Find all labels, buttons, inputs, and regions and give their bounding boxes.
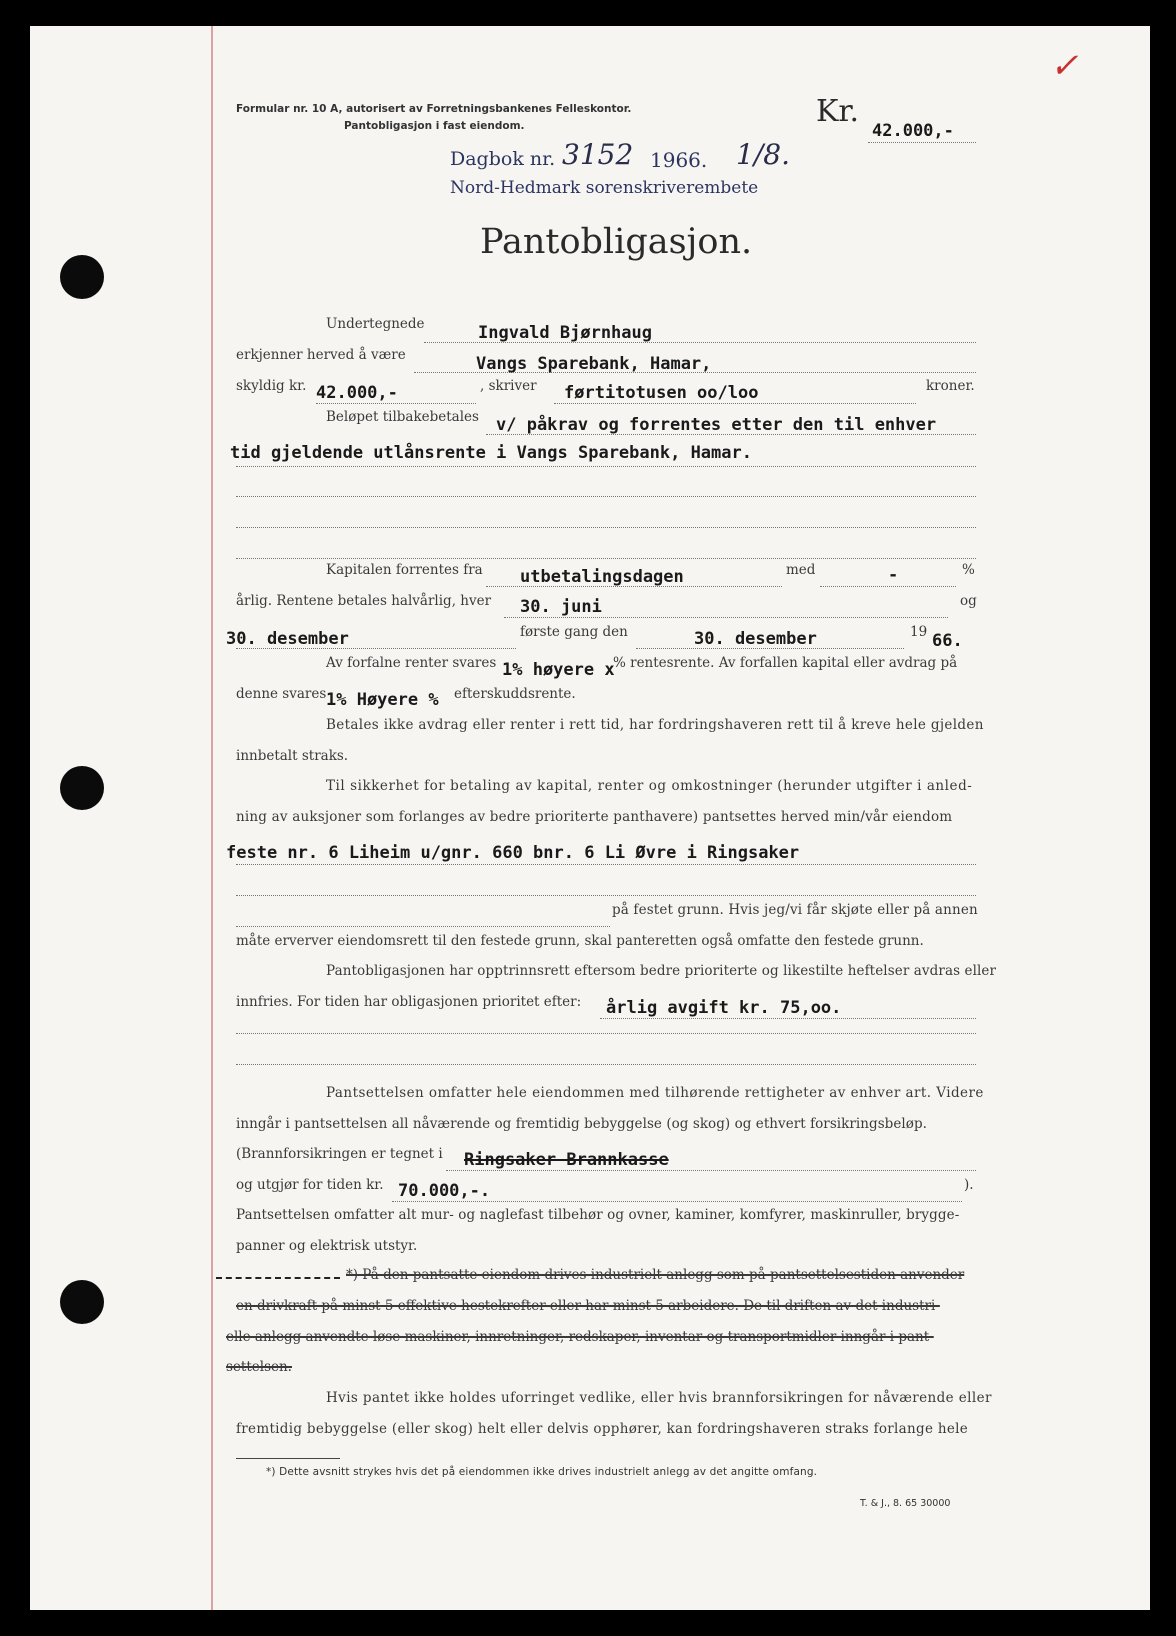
festet-line-1: på festet grunn. Hvis jeg/vi får skjøte eller på annen bbox=[612, 902, 978, 918]
form-number-line: Formular nr. 10 A, autorisert av Forretningsbankenes Felleskontor. bbox=[236, 103, 632, 115]
struck-line-4: settelsen. bbox=[226, 1359, 292, 1375]
og-label: og bbox=[960, 593, 977, 609]
prioritet-line bbox=[600, 1018, 976, 1019]
footnote-rule bbox=[236, 1458, 340, 1459]
kr-label: Kr. bbox=[816, 94, 859, 129]
undertegnede-value: Ingvald Bjørnhaug bbox=[478, 323, 652, 343]
hvis-line-1: Hvis pantet ikke holdes uforringet vedlike, eller hvis brannforsikringen for nåværende eller bbox=[326, 1390, 992, 1406]
struck-line-3: elle anlegg anvendte løse maskiner, innretninger, redskaper, inventar og transportmidler inngår i pant- bbox=[226, 1329, 934, 1345]
skriver-label: , skriver bbox=[480, 378, 537, 394]
hvis-line-2: fremtidig bebyggelse (eller skog) helt eller delvis opphører, kan fordringshaveren straks forlange hele bbox=[236, 1421, 969, 1437]
erkjenner-label: erkjenner herved å være bbox=[236, 347, 406, 363]
forste-value: 30. desember bbox=[694, 629, 817, 649]
brann-line bbox=[446, 1170, 976, 1171]
denne-value: 1% Høyere % bbox=[326, 690, 439, 710]
kapital-value: utbetalingsdagen bbox=[520, 567, 684, 587]
date2-value: 30. desember bbox=[226, 629, 349, 649]
skriver-line bbox=[554, 403, 916, 404]
sikkerhet-line-1: Til sikkerhet for betaling av kapital, renter og omkostninger (herunder utgifter i anled- bbox=[326, 778, 973, 794]
blank-line bbox=[236, 496, 976, 497]
red-check-mark: ✓ bbox=[1050, 46, 1079, 86]
belopet-label: Beløpet tilbakebetales bbox=[326, 409, 479, 425]
betales-line-1: Betales ikke avdrag eller renter i rett tid, har fordringshaveren rett til å kreve hele gjelden bbox=[326, 717, 984, 733]
dagbok-date: 1/8. bbox=[736, 138, 790, 171]
undertegnede-label: Undertegnede bbox=[326, 316, 425, 332]
year-prefix: 19 bbox=[910, 624, 928, 640]
blank-line bbox=[236, 558, 976, 559]
betales-line-2: innbetalt straks. bbox=[236, 748, 349, 764]
denne-text-b: efterskuddsrente. bbox=[454, 686, 576, 702]
dagbok-label: Dagbok nr. bbox=[450, 148, 556, 170]
belopet-value-1: v/ påkrav og forrentes etter den til enhver bbox=[496, 415, 937, 435]
opptrinn-line-1: Pantobligasjonen har opptrinnsrett eftersom bedre prioriterte og likestilte heftelser avdras eller bbox=[326, 963, 997, 979]
opptrinn-line-2: innfries. For tiden har obligasjonen prioritet efter: bbox=[236, 994, 582, 1010]
belopet-line-2 bbox=[236, 466, 976, 467]
skyldig-label: skyldig kr. bbox=[236, 378, 307, 394]
year-value: 66. bbox=[932, 631, 963, 651]
prioritet-value: årlig avgift kr. 75,oo. bbox=[606, 998, 842, 1018]
forfalne-text-a: Av forfalne renter svares bbox=[326, 655, 497, 671]
form-subtitle: Pantobligasjon i fast eiendom. bbox=[344, 120, 525, 132]
kapital-label: Kapitalen forrentes fra bbox=[326, 562, 483, 578]
brann-label: (Brannforsikringen er tegnet i bbox=[236, 1146, 443, 1162]
arlig-line bbox=[504, 617, 948, 618]
blank-line bbox=[236, 1064, 976, 1065]
eiendom-line bbox=[236, 864, 976, 865]
skriver-value: førtitotusen oo/loo bbox=[564, 383, 759, 403]
skyldig-value: 42.000,- bbox=[316, 383, 398, 403]
document-page bbox=[30, 26, 1150, 1610]
med-line bbox=[820, 586, 956, 587]
kroner-label: kroner. bbox=[926, 378, 975, 394]
sikkerhet-line-2: ning av auksjoner som forlanges av bedre prioriterte panthavere) pantsettes herved min/vår eiendom bbox=[236, 809, 953, 825]
dagbok-number: 3152 bbox=[562, 138, 634, 171]
omfatter-line-2: inngår i pantsettelsen all nåværende og fremtidig bebyggelse (og skog) og ethvert forsikringsbeløp. bbox=[236, 1116, 927, 1132]
tilbehor-line-2: panner og elektrisk utstyr. bbox=[236, 1238, 418, 1254]
arlig-label: årlig. Rentene betales halvårlig, hver bbox=[236, 593, 492, 609]
dagbok-year: 1966. bbox=[650, 148, 708, 172]
blank-line bbox=[236, 527, 976, 528]
percent-sign: % bbox=[962, 562, 975, 578]
printer-mark: T. & J., 8. 65 30000 bbox=[860, 1498, 951, 1509]
med-value: - bbox=[888, 565, 899, 585]
denne-text-a: denne svares bbox=[236, 686, 327, 702]
forfalne-text-b: % rentesrente. Av forfallen kapital eller avdrag på bbox=[613, 655, 958, 671]
forfalne-value: 1% høyere x bbox=[502, 660, 615, 680]
blank-line bbox=[236, 895, 976, 896]
document-title: Pantobligasjon. bbox=[480, 222, 753, 262]
festet-line bbox=[236, 926, 610, 927]
skyldig-line bbox=[316, 403, 476, 404]
forste-label: første gang den bbox=[520, 624, 628, 640]
struck-line-2: en drivkraft på minst 5 effektive hestekrefter eller har minst 5 arbeidere. De til driften av det industri- bbox=[236, 1298, 940, 1314]
brann-value: Ringsaker Brannkasse bbox=[464, 1150, 669, 1170]
eiendom-value: feste nr. 6 Liheim u/gnr. 660 bnr. 6 Li Øvre i Ringsaker bbox=[226, 843, 800, 863]
arlig-value: 30. juni bbox=[520, 597, 602, 617]
punch-hole bbox=[60, 1280, 104, 1324]
utgjor-label: og utgjør for tiden kr. bbox=[236, 1177, 384, 1193]
footnote: *) Dette avsnitt strykes hvis det på eiendommen ikke drives industrielt anlegg av det angitte omfang. bbox=[266, 1466, 818, 1478]
erkjenner-value: Vangs Sparebank, Hamar, bbox=[476, 354, 712, 374]
omfatter-line-1: Pantsettelsen omfatter hele eiendommen med tilhørende rettigheter av enhver art. Videre bbox=[326, 1085, 984, 1101]
kr-amount: 42.000,- bbox=[872, 121, 954, 141]
red-margin-line bbox=[211, 26, 213, 1610]
punch-hole bbox=[60, 766, 104, 810]
festet-line-2: måte erverver eiendomsrett til den festede grunn, skal panteretten også omfatte den festede grunn. bbox=[236, 933, 924, 949]
strike-dashes bbox=[216, 1277, 340, 1279]
med-label: med bbox=[786, 562, 816, 578]
kr-amount-line bbox=[868, 142, 976, 143]
utgjor-line bbox=[392, 1201, 962, 1202]
office-stamp: Nord-Hedmark sorenskriverembete bbox=[450, 178, 759, 198]
punch-hole bbox=[60, 255, 104, 299]
blank-line bbox=[236, 1033, 976, 1034]
utgjor-value: 70.000,-. bbox=[398, 1181, 491, 1201]
utgjor-end: ). bbox=[964, 1177, 974, 1193]
belopet-value-2: tid gjeldende utlånsrente i Vangs Sparebank, Hamar. bbox=[230, 443, 752, 463]
struck-line-1: *) På den pantsatte eiendom drives industrielt anlegg som på pantsettelsestiden anvender bbox=[346, 1267, 965, 1283]
tilbehor-line-1: Pantsettelsen omfatter alt mur- og naglefast tilbehør og ovner, kaminer, komfyrer, maskinruller, brygge- bbox=[236, 1207, 960, 1223]
